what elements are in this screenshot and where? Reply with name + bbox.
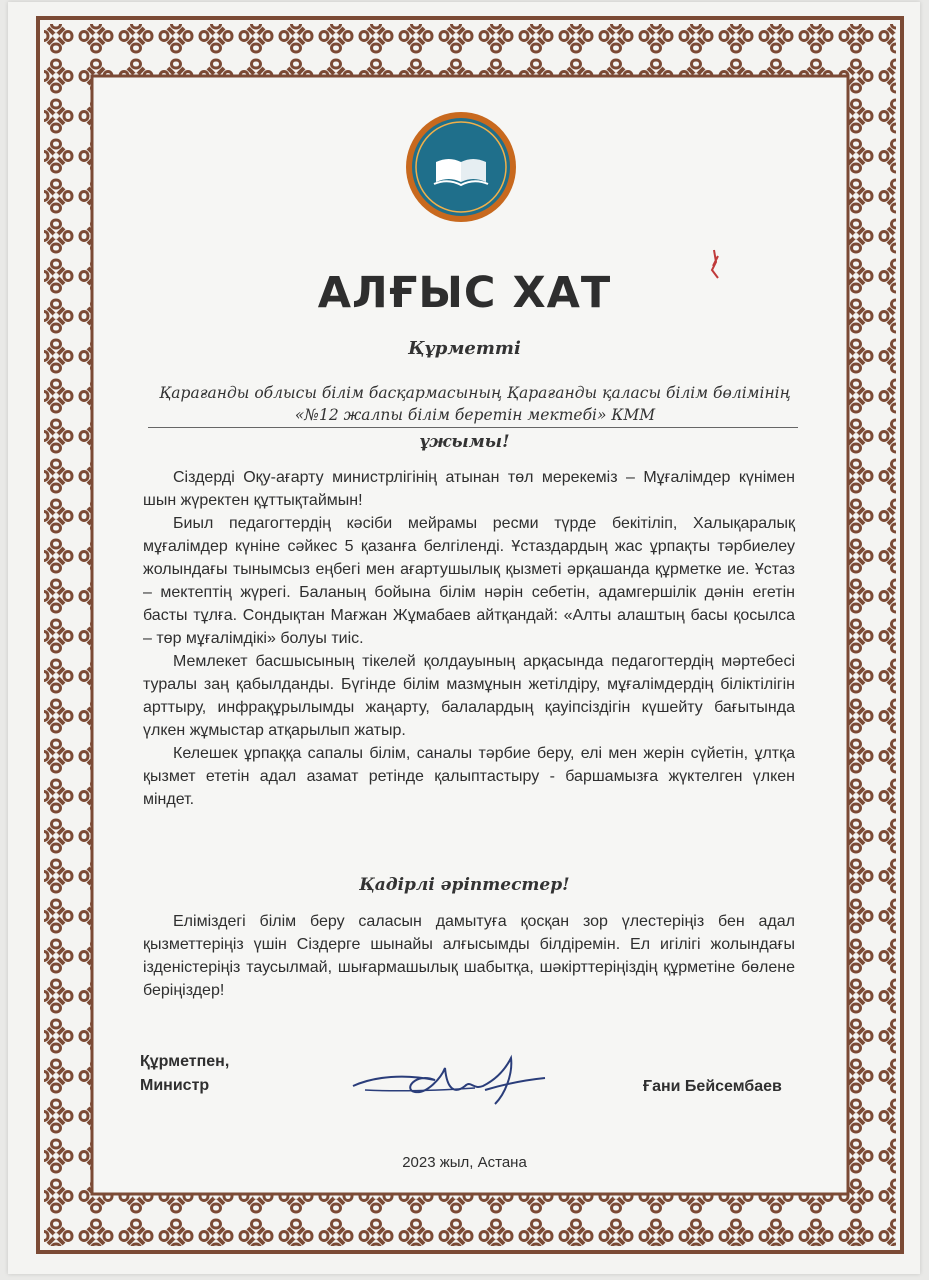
salutation: Құрметті bbox=[408, 338, 521, 359]
recipient-line-2: «№12 жалпы білім беретін мектебі» КММ bbox=[294, 406, 656, 424]
signatory-name: Ғани Бейсембаев bbox=[643, 1078, 782, 1095]
signature-block bbox=[140, 1050, 229, 1098]
recipient-line-1: Қарағанды облысы білім басқармасының Қарағанды қаласы білім бөлімінің bbox=[159, 384, 791, 402]
paragraph-2: Биыл педагогтердің кәсіби мейрамы ресми түрде бекітіліп, Халықаралық мұғалімдер күніне сәйкес 5 қазанға белгіленді. Ұстаздардың жас ұрпақты тәрбиелеу жолындағы тынымсыз еңбегі мен ағартушылық қызметі әрқашанда құрметке ие. Ұстаз – мектептің жүрегі. Баланың бойына білім нәрін себетін, адамгершілік дәнін егетін басты тұлға. Сондықтан Мағжан Жұмабаев айтқандай: «Алты алаштың басы қосылса – төр мұғалімдікі» болуы тиіс. bbox=[143, 515, 795, 647]
signature-regards: Құрметпен, bbox=[140, 1053, 230, 1070]
date-place: 2023 жыл, Астана bbox=[402, 1154, 527, 1171]
recipient-team: ұжымы! bbox=[419, 432, 510, 452]
paragraph-1: Сіздерді Оқу-ағарту министрлігінің атынан төл мерекеміз – Мұғалімдер күнімен шын жүректен құттықтаймын! bbox=[143, 469, 795, 509]
recipient-underline bbox=[148, 427, 798, 428]
signature-position: Министр bbox=[140, 1077, 210, 1094]
closing-paragraph: Еліміздегі білім беру саласын дамытуға қосқан зор үлестеріңіз бен адал қызметтеріңіз үшін Сіздерге шынайы алғысымды білдіремін. Ел игілігі жолындағы ізденістеріңіз таусылмай, шығармашылық шабытқа, шәкірттеріңіздің құрметіне бөлене беріңіздер! bbox=[143, 913, 795, 999]
letter-body bbox=[143, 466, 795, 811]
handwritten-signature bbox=[345, 1050, 555, 1110]
page-title: АЛҒЫС ХАТ bbox=[317, 268, 612, 318]
paragraph-3: Мемлекет басшысының тікелей қолдауының арқасында педагогтердің мәртебесі туралы заң қабылданды. Бүгінде білім мазмұнын жетілдіру, мұғалімдердің біліктілігін арттыру, инфрақұрылымды жаңарту, балалардың қауіпсіздігін күшейту бағытында үлкен жұмыстар атқарылып жатыр. bbox=[143, 653, 795, 739]
ministry-emblem bbox=[404, 110, 518, 224]
recipient-block bbox=[145, 382, 805, 426]
emblem-book-icon bbox=[434, 159, 488, 185]
closing-body bbox=[143, 910, 795, 1002]
paragraph-4: Келешек ұрпаққа сапалы білім, саналы тәрбие беру, елі мен жерін сүйетін, ұлтқа қызмет ететін адал азамат ретінде қалыптастыру - баршамызға жүктелген үлкен міндет. bbox=[143, 745, 795, 808]
colleagues-greeting: Қадірлі әріптестер! bbox=[359, 875, 570, 895]
